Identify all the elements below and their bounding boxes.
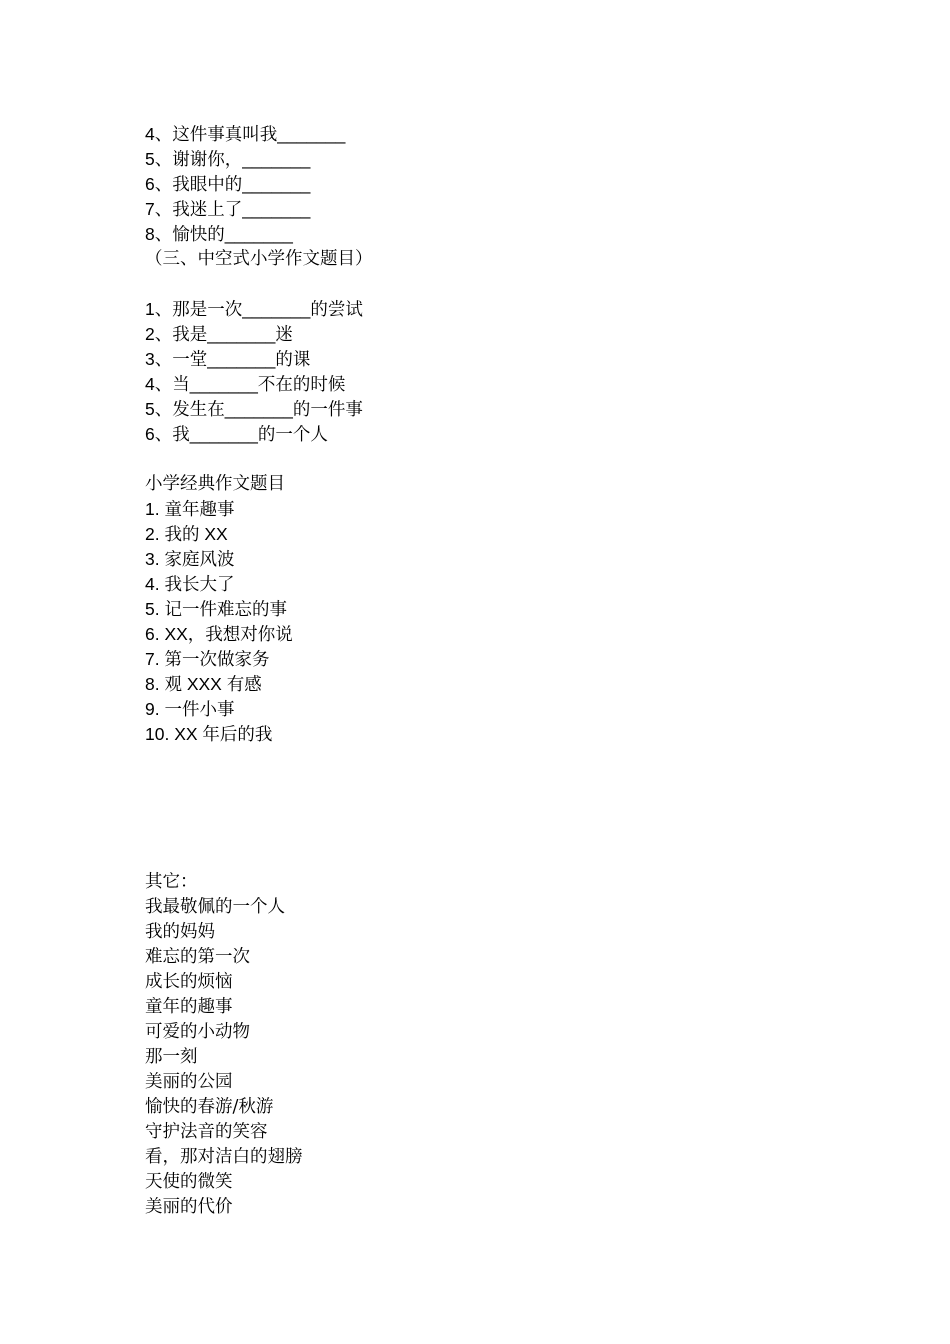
- list-item: 难忘的第一次: [145, 947, 250, 967]
- list-item: 6、我眼中的_______: [145, 174, 311, 194]
- list-item: 5、发生在_______的一件事: [145, 399, 363, 419]
- spacer: [145, 447, 845, 472]
- list-item: 6、我_______的一个人: [145, 424, 328, 444]
- list-item: 成长的烦恼: [145, 972, 233, 992]
- section-heading-hollow-style: （三、中空式小学作文题目）: [145, 249, 373, 269]
- list-item: 5、谢谢你，_______: [145, 149, 311, 169]
- list-item: 2. 我的 XX: [145, 524, 228, 544]
- list-item: 7. 第一次做家务: [145, 649, 270, 669]
- fill-in-list-continued: [145, 122, 845, 247]
- list-item: 4. 我长大了: [145, 574, 235, 594]
- list-item: 2、我是_______迷: [145, 324, 293, 344]
- list-item: 我的妈妈: [145, 922, 215, 942]
- document-page: [145, 122, 845, 1220]
- list-item: 3. 家庭风波: [145, 549, 235, 569]
- hollow-style-topic-list: [145, 297, 845, 447]
- list-item: 10. XX 年后的我: [145, 724, 273, 744]
- list-item: 8、愉快的_______: [145, 224, 293, 244]
- spacer: [145, 747, 845, 870]
- list-item: 3、一堂_______的课: [145, 349, 311, 369]
- section-heading-classic-topics: 小学经典作文题目: [145, 474, 285, 494]
- list-item: 天使的微笑: [145, 1172, 233, 1192]
- list-item: 6. XX，我想对你说: [145, 624, 293, 644]
- list-item: 可爱的小动物: [145, 1022, 250, 1042]
- list-item: 1. 童年趣事: [145, 499, 235, 519]
- other-topic-list: [145, 895, 845, 1220]
- spacer: [145, 272, 845, 297]
- list-item: 美丽的公园: [145, 1072, 233, 1092]
- list-item: 8. 观 XXX 有感: [145, 674, 262, 694]
- list-item: 那一刻: [145, 1047, 198, 1067]
- list-item: 4、当_______不在的时候: [145, 374, 346, 394]
- list-item: 9. 一件小事: [145, 699, 235, 719]
- list-item: 看，那对洁白的翅膀: [145, 1147, 303, 1167]
- section-heading-other: 其它：: [145, 872, 198, 892]
- list-item: 1、那是一次_______的尝试: [145, 299, 363, 319]
- list-item: 愉快的春游/秋游: [145, 1097, 274, 1117]
- list-item: 4、这件事真叫我_______: [145, 124, 346, 144]
- list-item: 我最敬佩的一个人: [145, 897, 285, 917]
- list-item: 5. 记一件难忘的事: [145, 599, 287, 619]
- list-item: 美丽的代价: [145, 1197, 233, 1217]
- list-item: 守护法音的笑容: [145, 1122, 268, 1142]
- list-item: 童年的趣事: [145, 997, 233, 1017]
- list-item: 7、我迷上了_______: [145, 199, 311, 219]
- classic-topic-list: [145, 497, 845, 747]
